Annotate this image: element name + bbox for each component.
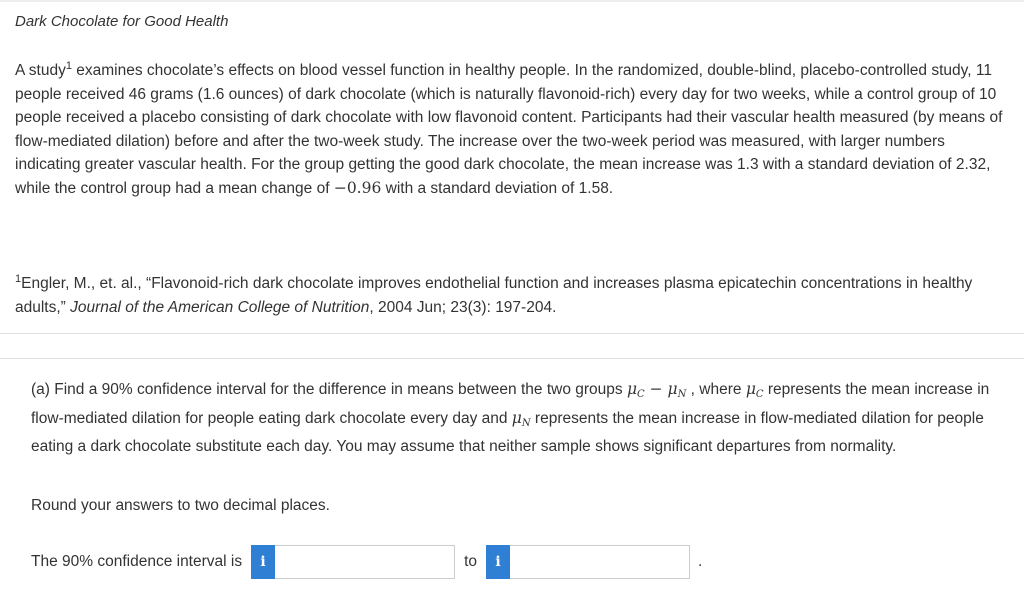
answer-row <box>31 544 702 580</box>
answer-label: The 90% confidence interval is <box>31 553 243 570</box>
mu-n-symbol-2: $\mu_N$ <box>511 408 531 429</box>
lower-info-icon[interactable]: i <box>251 545 275 579</box>
section-divider-top <box>0 333 1024 334</box>
rounding-instruction: Round your answers to two decimal places. <box>31 497 330 514</box>
upper-info-icon[interactable]: i <box>486 545 510 579</box>
mu-c-symbol-2: $\mu_C$ <box>745 380 764 400</box>
negative-mean-value: −0.96 <box>333 178 382 197</box>
intro-text-a: A study <box>15 62 66 79</box>
mu-c-symbol: $\mu_C$ <box>626 380 645 400</box>
footnote-number: 1 <box>15 272 22 285</box>
part-a-text-1: (a) Find a 90% confidence interval for the difference in means between the two groups <box>31 381 627 398</box>
footnote <box>15 272 1010 319</box>
intro-text-b: examines chocolate’s effects on blood vessel function in healthy people. In the randomized, double-blind, placebo-controlled study, 11 people received 46 grams (1.6 ounces) of dark chocolate (which is naturally flavonoid-rich) every day for two weeks, while a control group of 10 people received a placebo consisting of dark chocolate with low flavonoid content. Participants had their vascular health measured (by means of flow-mediated dilation) before and after the two-week study. The increase over the two-week period was measured, with larger numbers indicating greater vascular health. For the group getting the good dark chocolate, the mean increase was 1.3 with a standard deviation of 2.32, while the control group had a mean change of <box>15 62 1003 197</box>
part-a-question <box>31 378 996 459</box>
section-divider-bottom <box>0 358 1024 359</box>
footnote-marker: 1 <box>65 59 72 72</box>
minus-sign: − <box>644 380 668 398</box>
intro-text-c: with a standard deviation of 1.58. <box>381 179 614 197</box>
page-title: Dark Chocolate for Good Health <box>15 13 229 30</box>
to-label: to <box>464 553 478 570</box>
footnote-text-a: Engler, M., et. al., “Flavonoid-rich dark chocolate improves endothelial function and increases plasma epicatechin concentrations in healthy adults,” <box>15 275 973 316</box>
part-a-text-2: , where <box>686 381 746 398</box>
part-a-text-3: represents the mean increase in flow-mediated dilation for people eating dark chocolate every day and <box>31 381 990 427</box>
footnote-journal: Journal of the American College of Nutrition <box>70 298 370 316</box>
problem-statement <box>15 59 1010 200</box>
upper-bound-input[interactable] <box>510 545 690 579</box>
mu-n-symbol: $\mu_N$ <box>667 380 687 400</box>
footnote-text-b: , 2004 Jun; 23(3): 197-204. <box>369 298 557 316</box>
part-a-text-4: represents the mean increase in flow-mediated dilation for people eating a dark chocolate substitute each day. You may assume that neither sample shows significant departures from normality. <box>31 409 984 455</box>
lower-bound-input[interactable] <box>275 545 455 579</box>
end-period: . <box>698 553 703 570</box>
top-divider <box>0 0 1024 2</box>
